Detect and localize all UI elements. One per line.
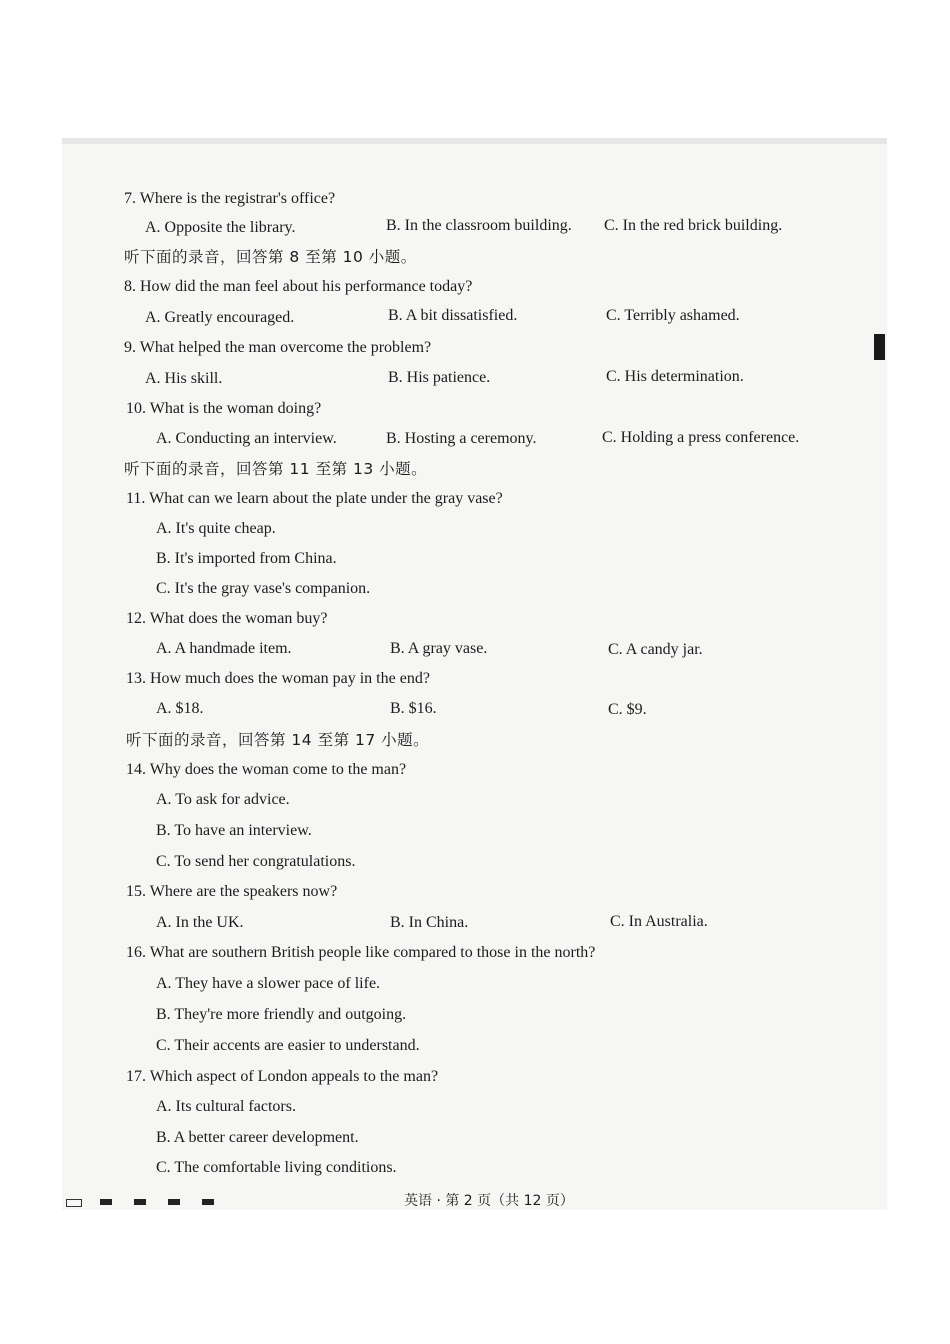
- option-9a: A. His skill.: [145, 370, 223, 387]
- option-14a: A. To ask for advice.: [156, 791, 290, 808]
- option-15a: A. In the UK.: [156, 914, 244, 931]
- option-14c: C. To send her congratulations.: [156, 853, 356, 870]
- option-16c: C. Their accents are easier to understand.: [156, 1037, 420, 1054]
- option-7b: B. In the classroom building.: [386, 217, 572, 234]
- option-13a: A. $18.: [156, 700, 204, 717]
- option-17a: A. Its cultural factors.: [156, 1098, 296, 1115]
- question-15: 15. Where are the speakers now?: [126, 883, 338, 900]
- question-11: 11. What can we learn about the plate under the gray vase?: [126, 490, 503, 507]
- question-14: 14. Why does the woman come to the man?: [126, 761, 407, 778]
- question-8: 8. How did the man feel about his performance today?: [124, 278, 473, 295]
- option-10a: A. Conducting an interview.: [156, 430, 337, 447]
- edge-marker: [874, 334, 885, 360]
- footer-marker-open: [66, 1199, 82, 1207]
- section-instruction: 听下面的录音，回答第 11 至第 13 小题。: [124, 460, 428, 478]
- section-instruction: 听下面的录音，回答第 14 至第 17 小题。: [126, 731, 430, 749]
- page-footer: [62, 1186, 887, 1208]
- question-7: 7. Where is the registrar's office?: [124, 190, 336, 207]
- option-8a: A. Greatly encouraged.: [145, 309, 295, 326]
- footer-marker: [134, 1199, 146, 1205]
- question-17: 17. Which aspect of London appeals to the man?: [126, 1068, 439, 1085]
- question-12: 12. What does the woman buy?: [126, 610, 328, 627]
- section-instruction: 听下面的录音，回答第 8 至第 10 小题。: [124, 248, 417, 266]
- option-17c: C. The comfortable living conditions.: [156, 1159, 397, 1176]
- option-9b: B. His patience.: [388, 369, 491, 386]
- question-13: 13. How much does the woman pay in the end?: [126, 670, 430, 687]
- option-12b: B. A gray vase.: [390, 640, 488, 657]
- option-15b: B. In China.: [390, 914, 469, 931]
- option-8c: C. Terribly ashamed.: [606, 307, 740, 324]
- option-12a: A. A handmade item.: [156, 640, 292, 657]
- option-14b: B. To have an interview.: [156, 822, 312, 839]
- option-10c: C. Holding a press conference.: [602, 429, 800, 446]
- option-11c: C. It's the gray vase's companion.: [156, 580, 371, 597]
- footer-marker: [100, 1199, 112, 1205]
- option-13c: C. $9.: [608, 701, 647, 718]
- option-12c: C. A candy jar.: [608, 641, 703, 658]
- footer-marker: [168, 1199, 180, 1205]
- page-number: 英语 · 第 2 页（共 12 页）: [404, 1193, 574, 1209]
- option-16b: B. They're more friendly and outgoing.: [156, 1006, 407, 1023]
- option-15c: C. In Australia.: [610, 913, 708, 930]
- option-7a: A. Opposite the library.: [145, 219, 296, 236]
- option-13b: B. $16.: [390, 700, 437, 717]
- option-11a: A. It's quite cheap.: [156, 520, 276, 537]
- option-11b: B. It's imported from China.: [156, 550, 337, 567]
- footer-marker: [202, 1199, 214, 1205]
- option-7c: C. In the red brick building.: [604, 217, 783, 234]
- question-9: 9. What helped the man overcome the problem?: [124, 339, 432, 356]
- question-10: 10. What is the woman doing?: [126, 400, 322, 417]
- option-9c: C. His determination.: [606, 368, 744, 385]
- option-8b: B. A bit dissatisfied.: [388, 307, 518, 324]
- question-16: 16. What are southern British people like compared to those in the north?: [126, 944, 596, 961]
- option-17b: B. A better career development.: [156, 1129, 359, 1146]
- option-16a: A. They have a slower pace of life.: [156, 975, 381, 992]
- option-10b: B. Hosting a ceremony.: [386, 430, 537, 447]
